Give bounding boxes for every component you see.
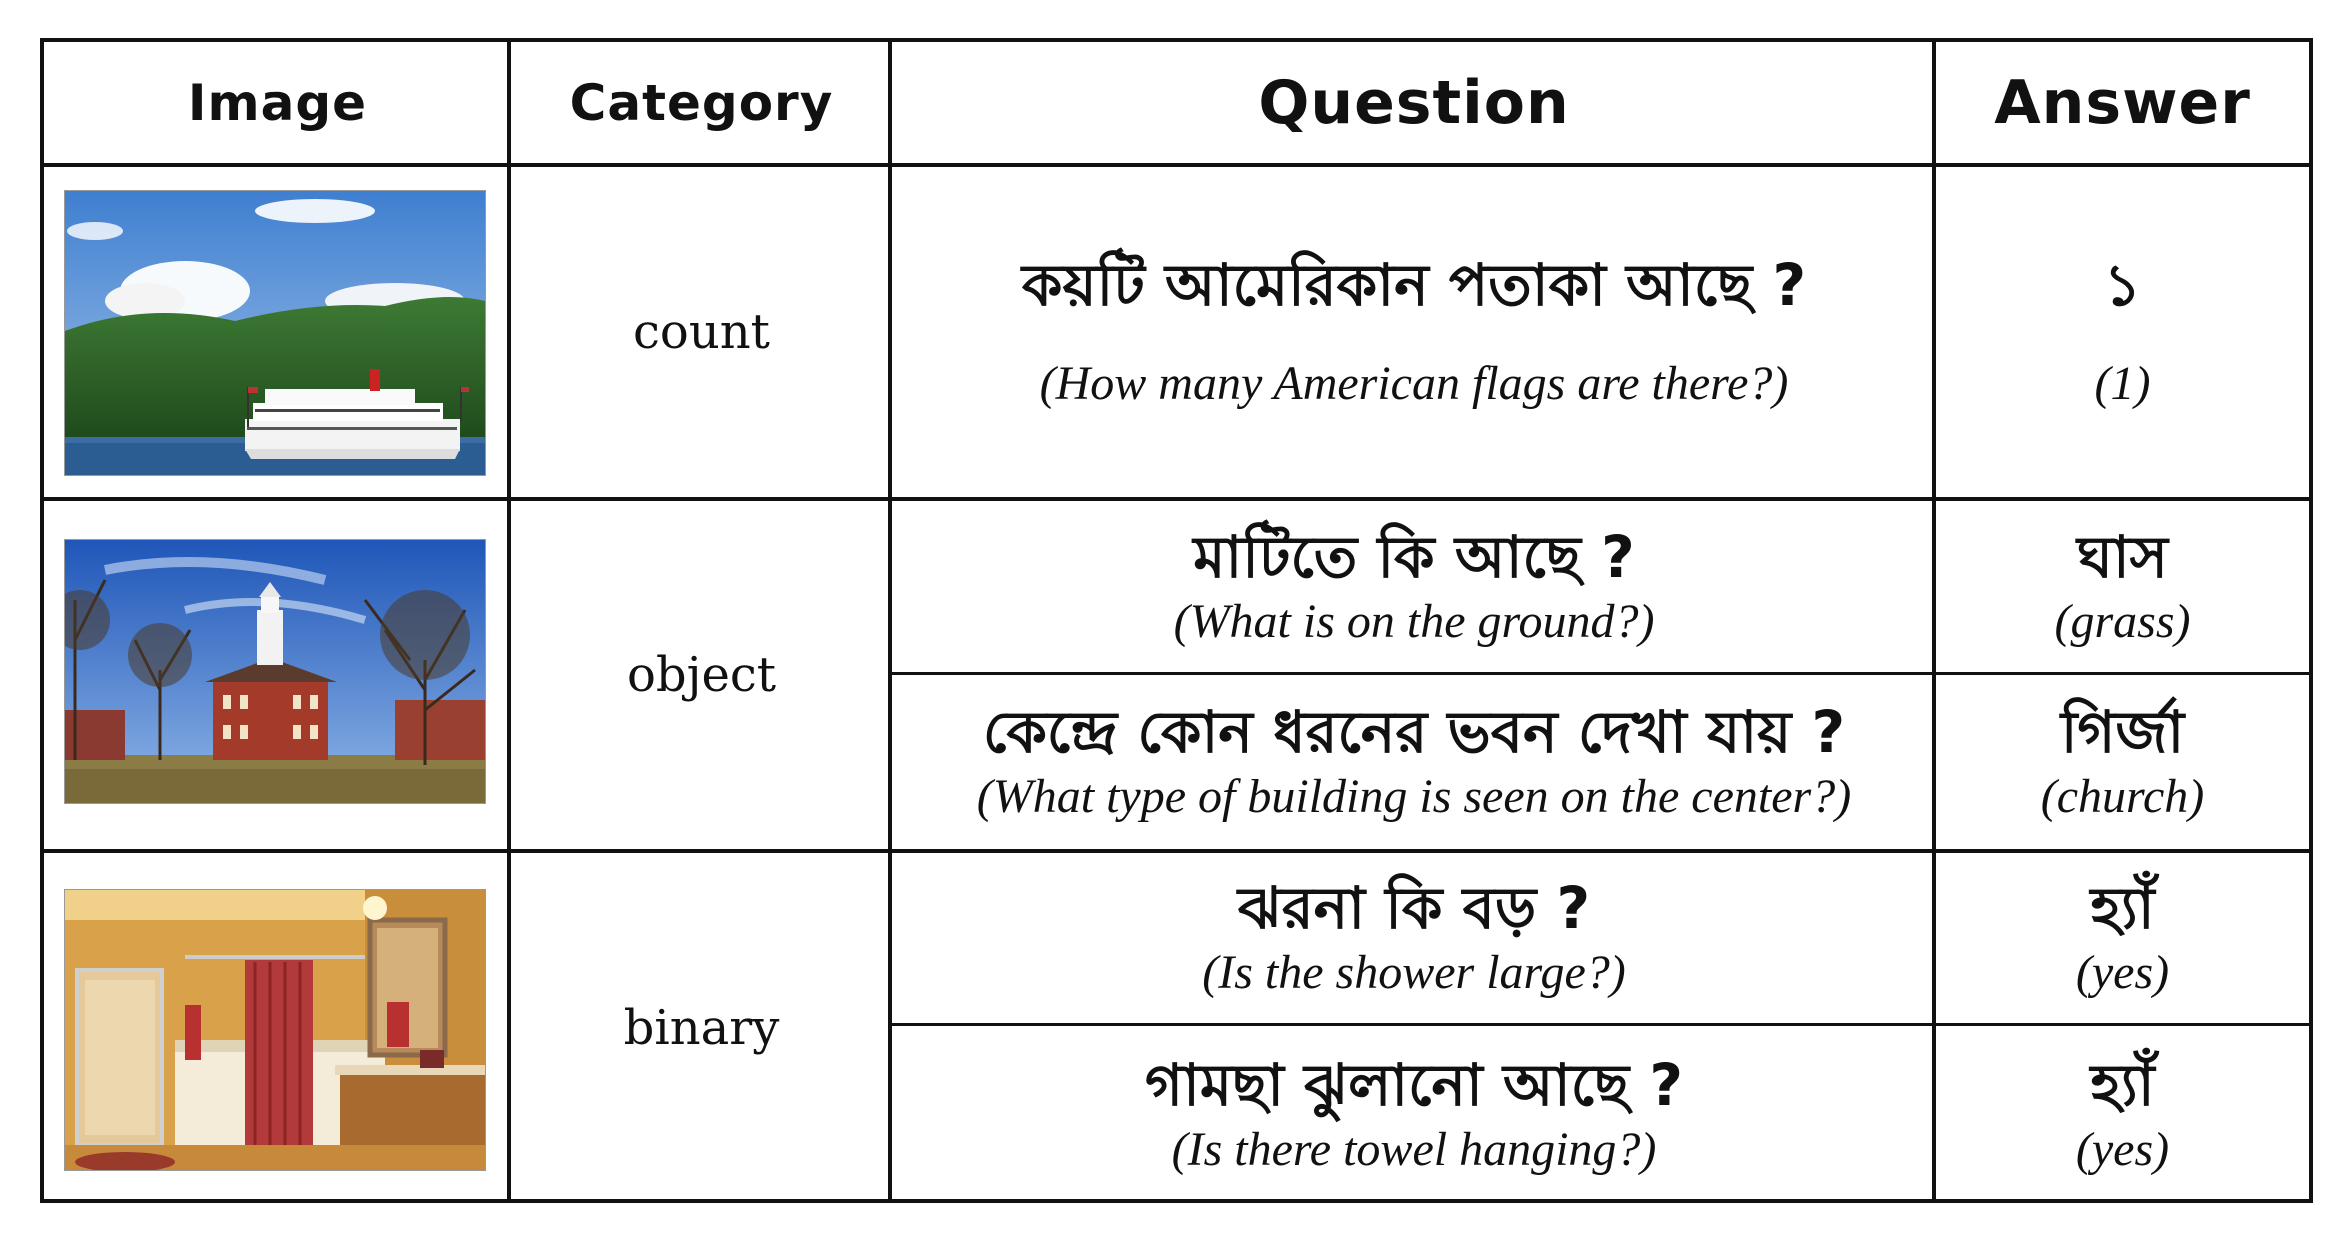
question-cell [892,675,1936,849]
vqa-examples-table [40,38,2313,1203]
answer-cell [1936,501,2309,672]
question-bengali: ঝরনা কি বড় ? [1237,874,1591,943]
answer-cell [1936,675,2309,849]
question-english: (What type of building is seen on the center?) [976,770,1852,823]
answer-cell [1936,853,2309,1023]
answer-bengali: হ্যাঁ [2090,1050,2155,1119]
question-cell [892,167,1936,497]
answer-english: (church) [2040,770,2205,823]
question-bengali: গামছা ঝুলানো আছে ? [1144,1050,1683,1119]
answer-bengali: ১ [2103,251,2142,320]
category-binary: binary [623,1000,780,1056]
question-cell [892,501,1936,672]
question-bengali: মাটিতে কি আছে ? [1193,522,1635,591]
header-category: Category [569,73,834,132]
category-count: count [633,304,770,360]
answer-english: (yes) [2075,1122,2170,1176]
question-english: (What is on the ground?) [1173,594,1655,648]
answer-english: (grass) [2054,594,2191,648]
question-english: (How many American flags are there?) [1039,357,1789,410]
header-image: Image [187,73,368,132]
answer-cell [1936,167,2309,497]
answer-english: (1) [2094,357,2151,410]
header-question: Question [1258,67,1570,138]
answer-bengali: গির্জা [2060,698,2185,767]
question-bengali: কেন্দ্রে কোন ধরনের ভবন দেখা যায় ? [982,698,1846,767]
question-bengali: কয়টি আমেরিকান পতাকা আছে ? [1021,251,1807,320]
answer-english: (yes) [2075,946,2170,999]
bathroom-photo [64,889,486,1171]
steamboat-lake-photo [64,190,486,476]
answer-bengali: হ্যাঁ [2090,874,2155,943]
header-answer: Answer [1994,67,2251,138]
answer-bengali: ঘাস [2077,522,2168,591]
question-cell [892,1026,1936,1203]
question-english: (Is there towel hanging?) [1171,1122,1657,1176]
question-cell [892,853,1936,1023]
category-object: object [626,647,777,703]
answer-cell [1936,1026,2309,1203]
question-english: (Is the shower large?) [1202,946,1626,999]
church-building-photo [64,539,486,804]
